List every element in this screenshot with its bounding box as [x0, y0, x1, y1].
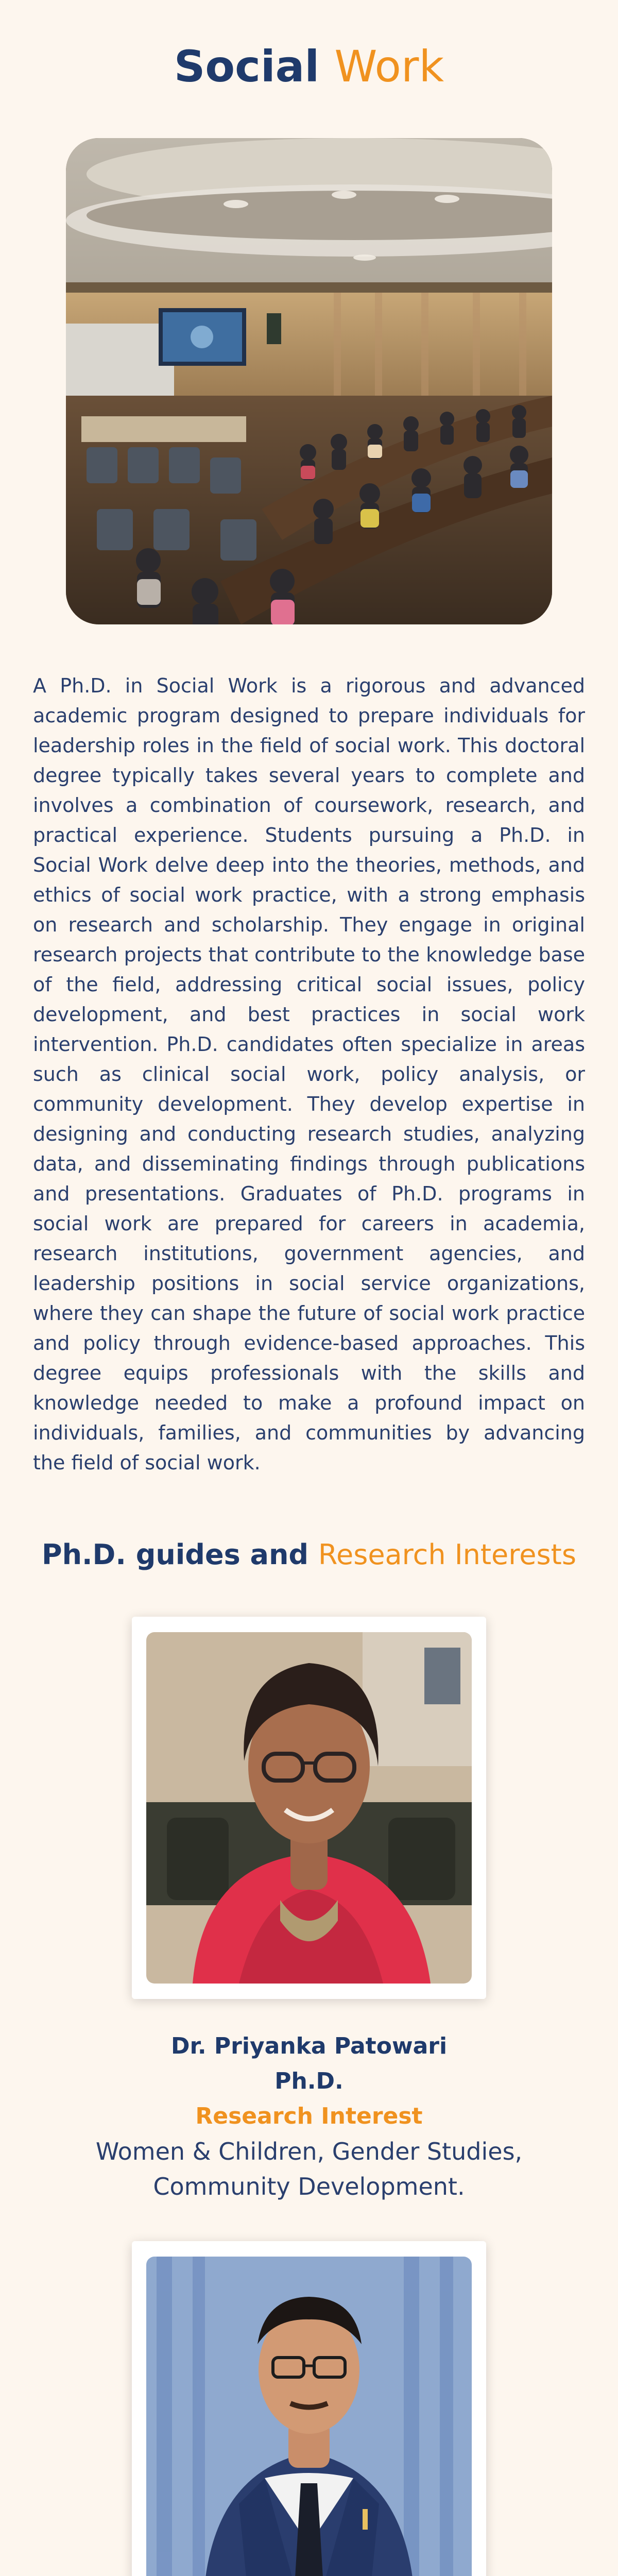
guides-heading: [0, 1538, 618, 1571]
guide-portrait-man: [146, 2257, 472, 2576]
page-title: [0, 41, 618, 92]
guide-info: [0, 2029, 618, 2204]
page-title-part1: Social: [174, 41, 320, 92]
guides-heading-part1: Ph.D. guides and: [42, 1538, 309, 1571]
guide-name: Dr. Priyanka Patowari: [170, 2033, 448, 2059]
lecture-hall-illustration: [66, 138, 552, 624]
page-title-part2: Work: [334, 41, 444, 92]
program-description: A Ph.D. in Social Work is a rigorous and advanced academic program designed to prepare individuals for leadership roles in the field of social work. This doctoral degree typically takes several years to complete and involves a combination of coursework, research, and practical experience. Students pursuing a Ph.D. in Social Work delve deep into the theories, methods, and ethics of social work practice, with a strong emphasis on research and scholarship. They engage in original research projects that contribute to the knowledge base of the field, addressing critical social issues, policy development, and best practices in social work intervention. Ph.D. candidates often specialize in areas such as clinical social work, policy analysis, or community development. They develop expertise in designing and conducting research studies, analyzing data, and disseminating findings through publications and presentations. Graduates of Ph.D. programs in social work are prepared for careers in academia, research institutions, government agencies, and leadership positions in social service organizations, where they can shape the future of social work practice and policy through evidence-based approaches. This degree equips professionals with the skills and knowledge needed to make a profound impact on individuals, families, and communities by advancing the field of social work.: [33, 674, 585, 1474]
research-interests: Women & Children, Gender Studies, Community Development.: [95, 2138, 523, 2200]
research-interest-label: Research Interest: [195, 2103, 423, 2129]
guides-heading-part2: Research Interests: [318, 1538, 576, 1571]
guide-degree: Ph.D.: [274, 2068, 344, 2094]
hero-image: [66, 138, 552, 624]
guide-photo-card: [132, 2241, 486, 2576]
guide-photo: [146, 2257, 472, 2576]
guide-photo-card: [132, 1617, 486, 1999]
guide-portrait-woman: [146, 1632, 472, 1984]
guide-photo: [146, 1632, 472, 1984]
